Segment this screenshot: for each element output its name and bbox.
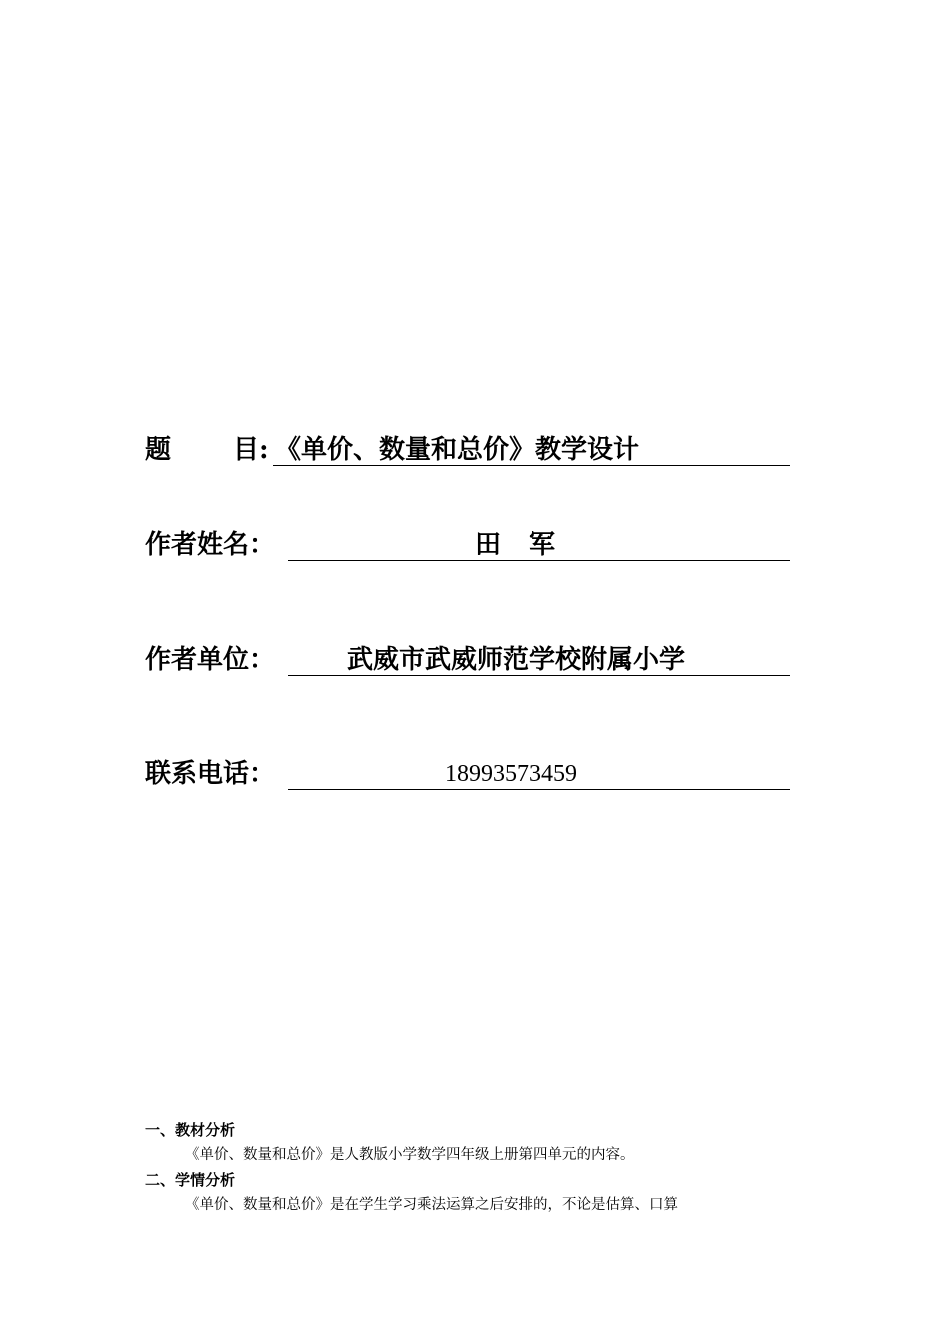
section-paragraph: 《单价、数量和总价》是人教版小学数学四年级上册第四单元的内容。 — [185, 1147, 635, 1163]
document-body — [145, 1118, 815, 1218]
title-label: 目: — [233, 435, 269, 465]
title-value: 《单价、数量和总价》教学设计 — [275, 435, 640, 465]
author-name-value: 田军 — [475, 530, 584, 560]
title-field — [145, 432, 790, 468]
author-unit-value: 武威市武威师范学校附属小学 — [347, 645, 686, 675]
author-name-label: 作者姓名： — [145, 530, 276, 560]
section-heading: 一、教材分析 — [145, 1121, 236, 1139]
author-unit-field — [145, 642, 790, 678]
title-label-char: 题 — [145, 435, 172, 465]
section-paragraph: 《单价、数量和总价》是在学生学习乘法运算之后安排的，不论是估算、口算 — [185, 1197, 678, 1213]
author-name-field — [145, 527, 790, 563]
phone-field — [145, 756, 790, 792]
phone-label: 联系电话： — [145, 759, 276, 789]
section-heading: 二、学情分析 — [145, 1171, 236, 1189]
author-unit-label: 作者单位： — [145, 645, 276, 675]
phone-value: 18993573459 — [445, 761, 577, 787]
